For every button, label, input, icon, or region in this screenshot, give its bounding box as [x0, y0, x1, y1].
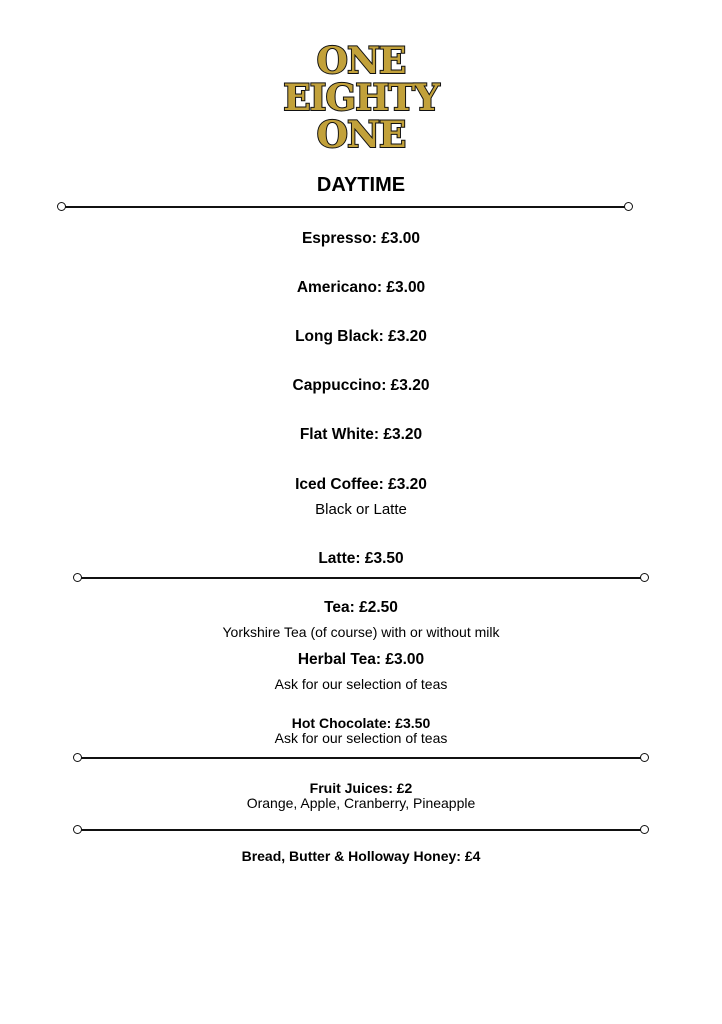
divider — [73, 753, 649, 763]
logo-line-2: EIGHTY — [283, 77, 439, 119]
menu-item-herbal-tea: Herbal Tea: £3.00 — [297, 651, 425, 668]
divider — [73, 573, 649, 583]
menu-item-hot-chocolate: Hot Chocolate: £3.50 — [291, 715, 431, 731]
menu-item-latte: Latte: £3.50 — [318, 550, 404, 567]
menu-item-note: Black or Latte — [315, 501, 407, 518]
menu-item-cappuccino: Cappuccino: £3.20 — [292, 377, 430, 394]
menu-item-long-black: Long Black: £3.20 — [295, 328, 427, 345]
menu-item-tea: Tea: £2.50 — [324, 599, 398, 616]
menu-item-fruit-juices: Fruit Juices: £2 — [309, 780, 413, 796]
menu-item-espresso: Espresso: £3.00 — [301, 230, 421, 247]
menu-item-flat-white: Flat White: £3.20 — [299, 426, 423, 443]
menu-item-note: Ask for our selection of teas — [274, 730, 448, 746]
menu-heading: DAYTIME — [316, 174, 406, 196]
logo-line-1: ONE — [316, 40, 406, 82]
divider — [73, 825, 649, 835]
menu-item-note: Ask for our selection of teas — [274, 676, 448, 692]
menu-item-iced-coffee: Iced Coffee: £3.20 — [295, 476, 427, 493]
divider — [57, 202, 633, 212]
menu-item-bread-butter-honey: Bread, Butter & Holloway Honey: £4 — [241, 848, 481, 864]
menu-item-americano: Americano: £3.00 — [296, 279, 426, 296]
menu-item-note: Orange, Apple, Cranberry, Pineapple — [246, 795, 476, 811]
menu-item-note: Yorkshire Tea (of course) with or without milk — [222, 624, 500, 640]
logo-line-3: ONE — [316, 114, 406, 156]
